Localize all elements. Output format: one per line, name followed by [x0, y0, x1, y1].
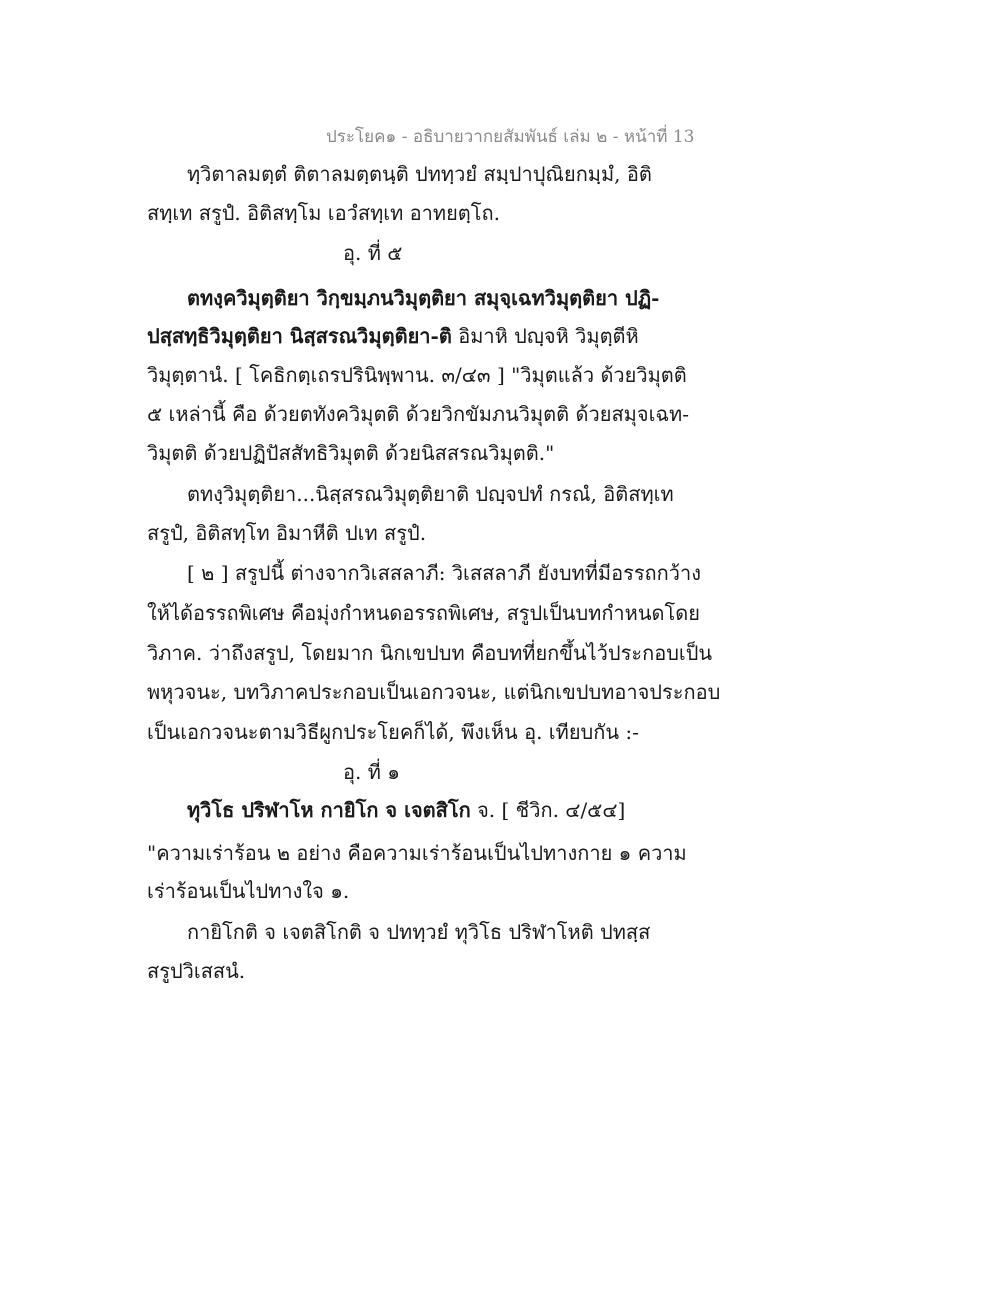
paragraph-6-line-2: สรูปวิเสสนํ. — [147, 959, 246, 983]
example-label-5: อุ. ที่ ๕ — [343, 241, 403, 265]
paragraph-5-line-1-rest: จ. [ ชีวิก. ๔/๕๔] — [477, 798, 626, 822]
paragraph-4-line-2: ให้ได้อรรถพิเศษ คือมุ่งกำหนดอรรถพิเศษ, สรูปเป็นบทกำหนดโดย — [147, 601, 700, 625]
paragraph-5-line-3: เร่าร้อนเป็นไปทางใจ ๑. — [147, 879, 350, 903]
paragraph-2-line-1: ตทงฺควิมุตฺติยา วิกฺขมฺภนวิมุตฺติยา สมุจฺเฉทวิมุตฺติยา ปฏิ- — [187, 286, 660, 310]
bold-term: ปสฺสทฺธิวิมุตฺติยา นิสฺสรณวิมุตฺติยา-ติ — [147, 324, 452, 348]
paragraph-2-line-3: วิมุตฺตานํ. [ โคธิกตฺเถรปรินิพฺพาน. ๓/๔๓ ] "วิมุตแล้ว ด้วยวิมุตติ — [147, 363, 687, 387]
paragraph-2-line-2 — [147, 323, 639, 349]
paragraph-4-line-1: [ ๒ ] สรูปนี้ ต่างจากวิเสสลาภี: วิเสสลาภี ยังบทที่มีอรรถกว้าง — [187, 561, 702, 585]
paragraph-3-line-1: ตทงฺวิมุตฺติยา...นิสฺสรณวิมุตฺติยาติ ปญฺจปทํ กรณํ, อิติสทฺเท — [187, 482, 674, 506]
paragraph-5-line-2: "ความเร่าร้อน ๒ อย่าง คือความเร่าร้อนเป็นไปทางกาย ๑ ความ — [147, 841, 687, 865]
paragraph-2-line-4: ๕ เหล่านี้ คือ ด้วยตทังควิมุตติ ด้วยวิกขัมภนวิมุตติ ด้วยสมุจเฉท- — [147, 402, 689, 426]
paragraph-4-line-4: พหุวจนะ, บทวิภาคประกอบเป็นเอกวจนะ, แต่นิกเขปบทอาจประกอบ — [147, 680, 721, 704]
bold-term: ทุวิโธ ปริฬาโห กายิโก จ เจตสิโก — [187, 798, 471, 822]
paragraph-6-line-1: กายิโกติ จ เจตสิโกติ จ ปททฺวยํ ทุวิโธ ปริฬาโหติ ปทสฺส — [187, 920, 651, 944]
paragraph-1-line-2: สทฺเท สรูปํ. อิติสทฺโม เอวํสทฺเท อาทยตฺโถ. — [147, 201, 500, 225]
paragraph-4-line-3: วิภาค. ว่าถึงสรูป, โดยมาก นิกเขปบท คือบทที่ยกขึ้นไว้ประกอบเป็น — [147, 641, 713, 665]
paragraph-2-line-5: วิมุตติ ด้วยปฏิปัสสัทธิวิมุตติ ด้วยนิสสรณวิมุตติ." — [147, 441, 555, 465]
paragraph-1-line-1: ทฺวิตาลมตฺตํ ติตาลมตฺตนฺติ ปททฺวยํ สมฺปาปุณิยกมฺมํ, อิติ — [187, 162, 652, 186]
paragraph-3-line-2: สรูปํ, อิติสทฺโท อิมาหีติ ปเท สรูปํ. — [147, 521, 427, 545]
paragraph-5-line-1 — [187, 797, 625, 823]
paragraph-2-line-2-rest: อิมาหิ ปญฺจหิ วิมุตฺตีหิ — [458, 324, 639, 348]
paragraph-4-line-5: เป็นเอกวจนะตามวิธีผูกประโยคก็ได้, พึงเห็น อุ. เทียบกัน :- — [147, 720, 639, 744]
example-label-1: อุ. ที่ ๑ — [343, 760, 400, 784]
running-head: ประโยค๑ - อธิบายวากยสัมพันธ์ เล่ม ๒ - หน้าที่ 13 — [326, 127, 695, 147]
